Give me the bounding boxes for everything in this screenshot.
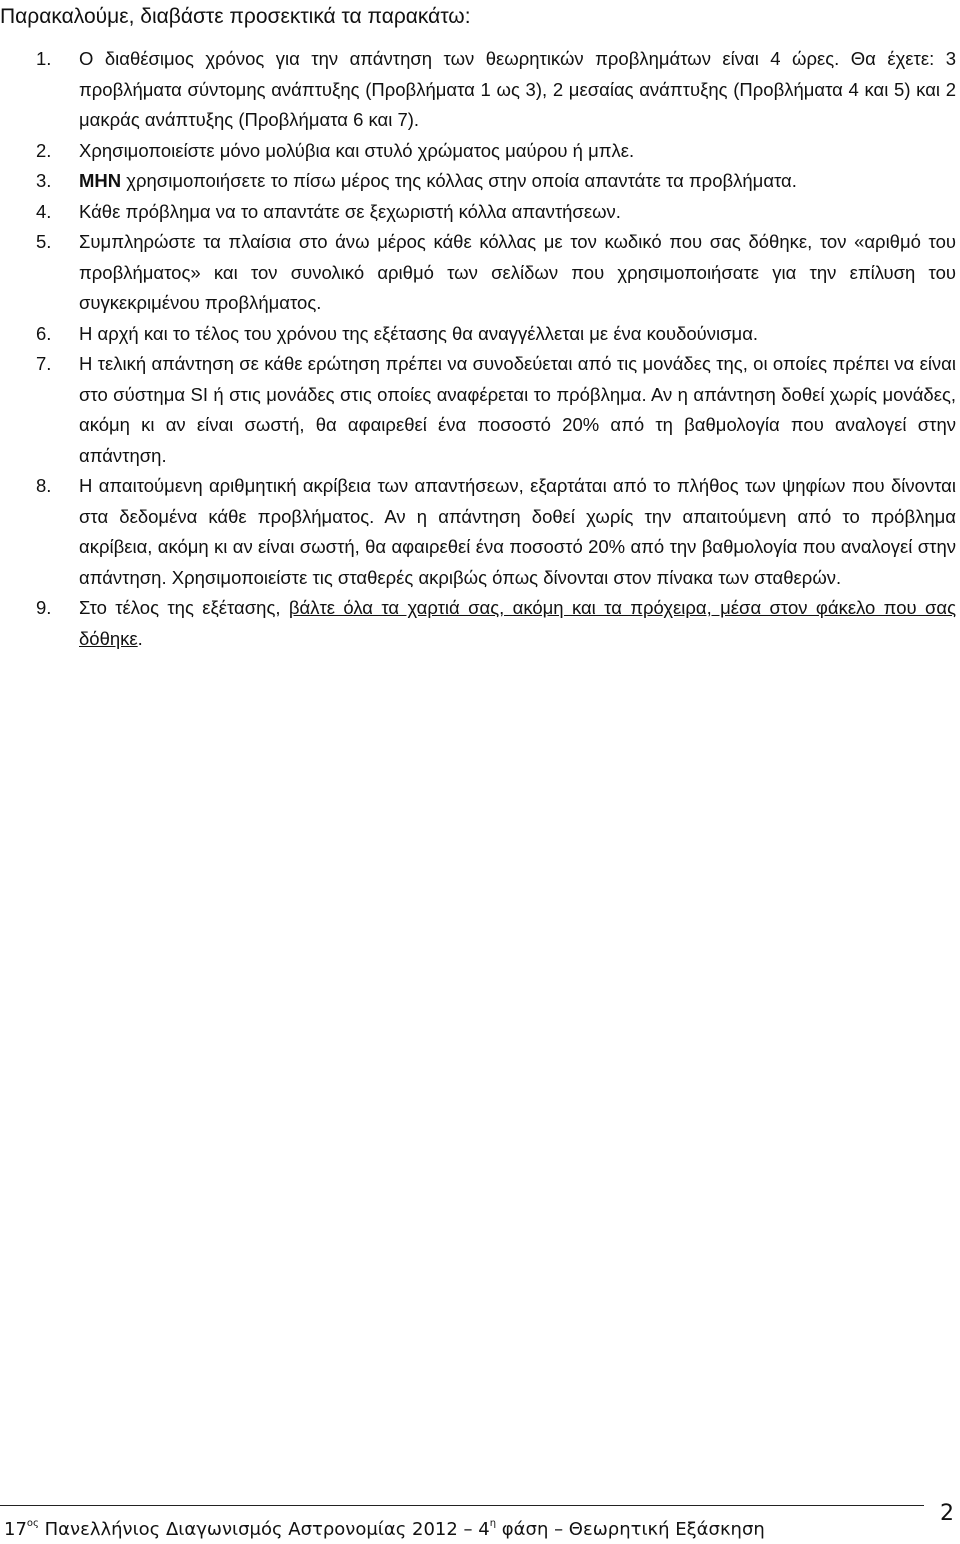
underlined-text: βάλτε όλα τα χαρτιά σας, ακόμη και τα πρόχειρα, μέσα στον φάκελο που σας δόθηκε [79, 597, 956, 649]
list-item [36, 166, 956, 197]
item-number: 8. [36, 475, 52, 496]
item-text-tail: . [137, 627, 143, 649]
item-number: 9. [36, 597, 52, 618]
edition-number: 17 [4, 1519, 27, 1540]
item-text: Συμπληρώστε τα πλαίσια στο άνω μέρος κάθε κόλλας με τον κωδικό που σας δόθηκε, τον «αριθμό του προβλήματος» και τον συνολικό αριθμό των σελίδων που χρησιμοποιήσατε για την επίλυση του συγκεκριμένου προβλήματος. [79, 231, 956, 313]
list-item [36, 197, 956, 228]
phase-suffix: η [489, 1518, 497, 1529]
item-number: 7. [36, 353, 52, 374]
list-item [36, 136, 956, 167]
footer-title [4, 1512, 765, 1544]
item-text: Η αρχή και το τέλος του χρόνου της εξέτασης θα αναγγέλλεται με ένα κουδούνισμα. [79, 322, 759, 344]
item-text [79, 166, 956, 197]
item-text-lead: Στο τέλος της εξέτασης, [79, 597, 289, 618]
footer-title-part1: Πανελλήνιος Διαγωνισμός Αστρονομίας 2012 – 4 [38, 1519, 490, 1540]
item-text [79, 593, 956, 654]
item-text-rest: χρησιμοποιήσετε το πίσω μέρος της κόλλας στην οποία απαντάτε τα προβλήματα. [121, 170, 797, 191]
page-footer [0, 1501, 960, 1542]
emphasis-text: ΜΗΝ [79, 170, 122, 191]
list-item [36, 349, 956, 471]
item-number: 2. [36, 139, 52, 161]
item-number: 3. [36, 170, 52, 191]
footer-title-part2: φάση – Θεωρητική Εξάσκηση [496, 1519, 765, 1540]
item-number: 1. [36, 48, 52, 69]
list-item [36, 227, 956, 319]
item-text: Ο διαθέσιμος χρόνος για την απάντηση των θεωρητικών προβλημάτων είναι 4 ώρες. Θα έχετε: 3 προβλήματα σύντομης ανάπτυξης (Προβλήματα 1 ως 3), 2 μεσαίας ανάπτυξης (Προβλήματα 4 και 5) και 2 μακράς ανάπτυξης (Προβλήματα 6 και 7). [79, 48, 956, 130]
item-text: Η απαιτούμενη αριθμητική ακρίβεια των απαντήσεων, εξαρτάται από το πλήθος των ψηφίων που δίνονται στα δεδομένα κάθε προβλήματος. Αν η απάντηση δοθεί χωρίς την απαιτούμενη από το πρόβλημα ακρίβεια, ακόμη κι αν είναι σωστή, θα αφαιρεθεί ένα ποσοστό 20% από την βαθμολογία που αναλογεί στην απάντηση. Χρησιμοποιείστε τις σταθερές ακριβώς όπως δίνονται στον πίνακα των σταθερών. [79, 475, 956, 588]
item-text: Η τελική απάντηση σε κάθε ερώτηση πρέπει να συνοδεύεται από τις μονάδες της, οι οποίες πρέπει να είναι στο σύστημα SI ή στις μονάδες στις οποίες αναφέρεται το πρόβλημα. Αν η απάντηση δοθεί χωρίς μονάδες, ακόμη κι αν είναι σωστή, θα αφαιρεθεί ένα ποσοστό 20% από τη βαθμολογία που αναλογεί στην απάντηση. [79, 353, 956, 466]
list-item [36, 593, 956, 654]
item-number: 6. [36, 322, 52, 344]
instructions-list [36, 44, 956, 654]
item-text: Χρησιμοποιείστε μόνο μολύβια και στυλό χρώματος μαύρου ή μπλε. [79, 139, 635, 161]
list-item [36, 44, 956, 136]
edition-suffix: ος [26, 1518, 39, 1529]
page-number: 2 [940, 1501, 954, 1526]
page-heading: Παρακαλούμε, διαβάστε προσεκτικά τα παρακάτω: [0, 5, 471, 28]
item-number: 5. [36, 231, 52, 252]
item-number: 4. [36, 200, 52, 222]
item-text: Κάθε πρόβλημα να το απαντάτε σε ξεχωριστή κόλλα απαντήσεων. [79, 200, 621, 222]
footer-divider [0, 1505, 924, 1506]
list-item [36, 471, 956, 593]
list-item [36, 319, 956, 350]
